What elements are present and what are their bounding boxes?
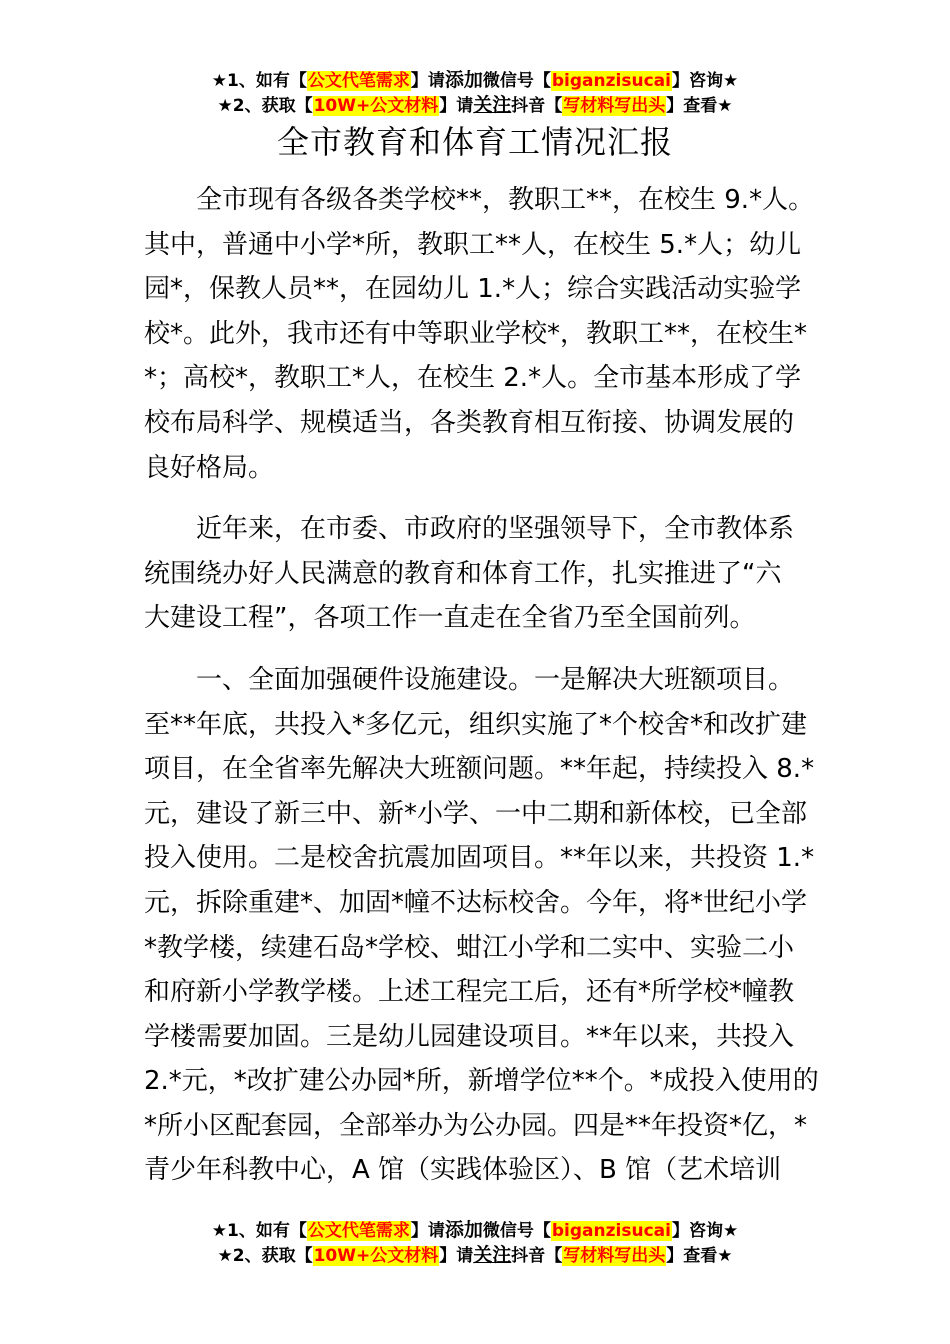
- footer-banner: [0, 1218, 950, 1268]
- text-line: 全市现有各级各类学校**，教职工**，在校生 9.*人。: [196, 185, 815, 215]
- banner-text: 】咨询★: [671, 1221, 739, 1241]
- text-line: 一、全面加强硬件设施建设。一是解决大班额项目。: [196, 664, 795, 695]
- text-line: 良好格局。: [144, 452, 275, 483]
- text-line: 校布局科学、规模适当，各类教育相互衔接、协调发展的: [144, 407, 795, 438]
- banner-text: 】查看★: [666, 1246, 733, 1266]
- header-banner: [0, 68, 950, 118]
- banner-emphasis: 添加: [444, 69, 483, 91]
- banner-text: 微信号【: [482, 71, 551, 91]
- text-line: 校*。此外，我市还有中等职业学校*，教职工**，在校生*: [144, 318, 808, 349]
- text-line: 园*，保教人员**，在园幼儿 1.*人；综合实践活动实验学: [144, 274, 802, 305]
- text-line: 和府新小学教学楼。上述工程完工后，还有*所学校*幢教: [144, 977, 795, 1008]
- banner-text: 】请: [439, 1246, 474, 1266]
- banner-text: ★1、如有【: [211, 1221, 307, 1241]
- banner-line-1: [0, 68, 950, 93]
- text-line: 元，建设了新三中、新*小学、一中二期和新体校，已全部: [144, 798, 808, 829]
- banner-text: ★2、获取【: [217, 1246, 313, 1266]
- text-line: *教学楼，续建石岛*学校、蚶江小学和二实中、实验二小: [144, 932, 795, 963]
- paragraph-2: [144, 507, 808, 641]
- banner-text: 】请: [410, 1221, 445, 1241]
- banner-emphasis: 添加: [444, 1219, 483, 1241]
- banner-text: 】查看★: [666, 96, 733, 116]
- text-line: 大建设工程”，各项工作一直走在全省乃至全国前列。: [144, 603, 756, 634]
- paragraph-1: [144, 178, 815, 490]
- banner-text: 微信号【: [482, 1221, 551, 1241]
- text-line: 近年来，在市委、市政府的坚强领导下，全市教体系: [196, 514, 795, 545]
- text-line: *；高校*，教职工*人，在校生 2.*人。全市基本形成了学: [144, 363, 802, 394]
- text-line: 项目，在全省率先解决大班额问题。**年起，持续投入 8.*: [144, 754, 815, 785]
- highlight-douyin: 写材料写出头: [563, 96, 666, 116]
- banner-text: 】请: [439, 96, 474, 116]
- banner-emphasis: 关注: [473, 1244, 512, 1266]
- banner-emphasis: 关注: [473, 94, 512, 116]
- footer-line-1: [0, 1218, 950, 1243]
- text-line: 元，拆除重建*、加固*幢不达标校舍。今年，将*世纪小学: [144, 887, 808, 918]
- paragraph-3: [144, 658, 819, 1193]
- highlight-wechat-id: biganzisucai: [551, 1221, 671, 1241]
- banner-text: 抖音【: [511, 1246, 563, 1266]
- highlight-service: 公文代笔需求: [307, 1221, 410, 1241]
- banner-text: ★1、如有【: [211, 71, 307, 91]
- text-line: 统围绕办好人民满意的教育和体育工作，扎实推进了“六: [144, 558, 782, 589]
- banner-text: ★2、获取【: [217, 96, 313, 116]
- banner-text: 】咨询★: [671, 71, 739, 91]
- banner-text: 抖音【: [511, 96, 563, 116]
- highlight-materials: 10W+公文材料: [313, 1246, 439, 1266]
- text-line: 青少年科教中心，A 馆（实践体验区）、B 馆（艺术培训: [144, 1155, 782, 1186]
- highlight-wechat-id: biganzisucai: [551, 71, 671, 91]
- banner-line-2: [0, 93, 950, 118]
- text-line: 至**年底，共投入*多亿元，组织实施了*个校舍*和改扩建: [144, 709, 808, 740]
- highlight-materials: 10W+公文材料: [313, 96, 439, 116]
- footer-line-2: [0, 1243, 950, 1268]
- text-line: 学楼需要加固。三是幼儿园建设项目。**年以来，共投入: [144, 1021, 795, 1052]
- text-line: *所小区配套园，全部举办为公办园。四是**年投资*亿，*: [144, 1110, 808, 1141]
- banner-text: 】请: [410, 71, 445, 91]
- document-body: [144, 178, 819, 1210]
- document-title: 全市教育和体育工情况汇报: [276, 123, 673, 161]
- text-line: 其中，普通中小学*所，教职工**人，在校生 5.*人；幼儿: [144, 229, 802, 260]
- highlight-service: 公文代笔需求: [307, 71, 410, 91]
- text-line: 2.*元，*改扩建公办园*所，新增学位**个。*成投入使用的: [144, 1066, 819, 1097]
- text-line: 投入使用。二是校舍抗震加固项目。**年以来，共投资 1.*: [144, 843, 815, 874]
- highlight-douyin: 写材料写出头: [563, 1246, 666, 1266]
